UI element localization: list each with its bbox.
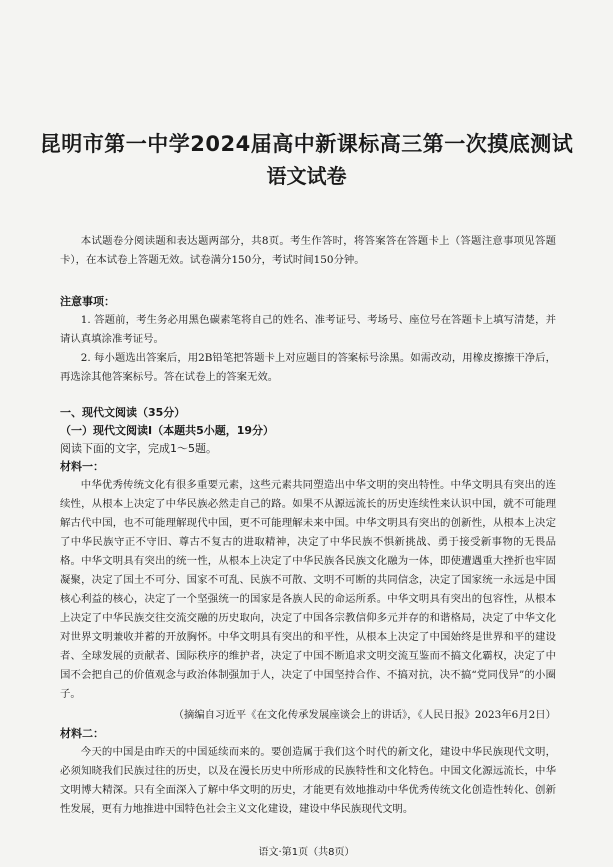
notice-label: 注意事项： — [60, 295, 115, 308]
material-1-label: 材料一： — [60, 460, 104, 473]
exam-title: 昆明市第一中学2024届高中新课标高三第一次摸底测试 — [39, 132, 574, 156]
reading-instruction: 阅读下面的文字，完成1～5题。 — [60, 442, 217, 455]
subsection-heading: （一）现代文阅读Ⅰ（本题共5小题，19分） — [60, 424, 275, 437]
material-1-text: 中华优秀传统文化有很多重要元素，这些元素共同塑造出中华文明的突出特性。中华文明具有突出的连续性，从根本上决定了中华民族必然走自己的路。如果不从源远流长的历史连续性来认识中国，就不可能理解古代中国，也不可能理解现代中国，更不可能理解未来中国。中华文明具有突出的创新性，从根本上决定了中华民族守正不守旧、尊古不复古的进取精神，决定了中华民族不惧新挑战、勇于接受新事物的无畏品格。中华文明具有突出的统一性，从根本上决定了中华民族各民族文化融为一体，即使遭遇重大挫折也牢固凝聚，决定了国土不可分、国家不可乱、民族不可散、文明不可断的共同信念，决定了国家统一永远是中国核心利益的核心，决定了一个坚强统一的国家是各族人民的命运所系。中华文明具有突出的包容性，从根本上决定了中华民族交往交流交融的历史取向，决定了中国各宗教信仰多元并存的和谐格局，决定了中华文化对世界文明兼收并蓄的开放胸怀。中华文明具有突出的和平性，从根本上决定了中国始终是世界和平的建设者、全球发展的贡献者、国际秩序的维护者，决定了中国不断追求文明交流互鉴而不搞文化霸权，决定了中国不会把自己的价值观念与政治体制强加于人，决定了中国坚持合作、不搞对抗，决不搞“党同伐异”的小圈子。 — [60, 479, 556, 700]
exam-intro: 本试题卷分阅读题和表达题两部分，共8页。考生作答时，将答案答在答题卡上（答题注意事项见答题卡），在本试卷上答题无效。试卷满分150分，考试时间150分钟。 — [60, 235, 556, 266]
section-heading: 一、现代文阅读（35分） — [60, 406, 186, 419]
notice-item-1: 1. 答题前，考生务必用黑色碳素笔将自己的姓名、准考证号、考场号、座位号在答题卡上填写清楚，并请认真填涂准考证号。 — [60, 314, 556, 345]
page-footer: 语文·第1页（共8页） — [258, 847, 355, 858]
material-1-source: （摘编自习近平《在文化传承发展座谈会上的讲话》，《人民日报》2023年6月2日） — [173, 709, 556, 721]
material-2-label: 材料二： — [60, 727, 104, 740]
exam-subtitle: 语文试卷 — [266, 164, 347, 188]
notice-item-2: 2. 每小题选出答案后，用2B铅笔把答题卡上对应题目的答案标号涂黑。如需改动，用橡皮擦擦干净后，再选涂其他答案标号。答在试卷上的答案无效。 — [60, 352, 556, 383]
material-2-text: 今天的中国是由昨天的中国延续而来的。要创造属于我们这个时代的新文化，建设中华民族现代文明，必须知晓我们民族过往的历史，以及在漫长历史中所形成的民族特性和文化特色。中国文化源远流长，中华文明博大精深。只有全面深入了解中华文明的历史，才能更有效地推动中华优秀传统文化创造性转化、创新性发展，更有力地推进中国特色社会主义文化建设，建设中华民族现代文明。 — [60, 746, 556, 815]
